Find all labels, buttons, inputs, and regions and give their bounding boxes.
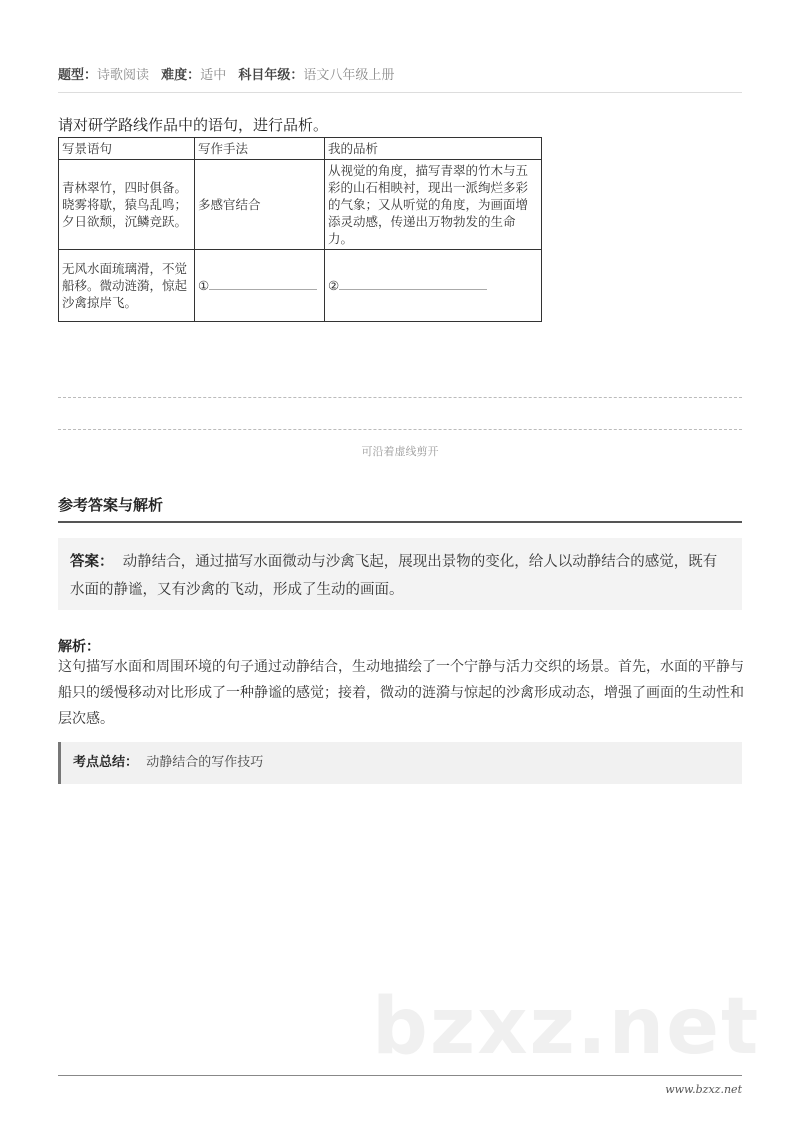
- table-cell-technique-blank[interactable]: [195, 250, 325, 322]
- type-label: 题型：: [58, 68, 98, 83]
- blank-marker: ②: [328, 278, 340, 293]
- answer-blank-line[interactable]: [339, 277, 487, 290]
- difficulty-label: 难度：: [161, 68, 201, 83]
- table-cell-technique: 多感官结合: [195, 160, 325, 250]
- subject-label: 科目年级：: [238, 68, 304, 83]
- section-title: 参考答案与解析: [58, 496, 164, 514]
- cut-dashed-line: [58, 397, 742, 398]
- analysis-label: 解析：: [58, 639, 100, 655]
- table-header: 写景语句: [59, 138, 195, 160]
- table-cell-analysis-blank[interactable]: [325, 250, 542, 322]
- table-row: [59, 250, 542, 322]
- table-cell-sentence: 无风水面琉璃滑，不觉船移。微动涟漪，惊起沙禽掠岸飞。: [59, 250, 195, 322]
- cut-dashed-line: [58, 429, 742, 430]
- blank-marker: ①: [198, 278, 210, 293]
- table-cell-sentence: 青林翠竹，四时俱备。晓雾将歇，猿鸟乱鸣；夕日欲颓，沉鳞竞跃。: [59, 160, 195, 250]
- footer-divider: [58, 1075, 742, 1076]
- difficulty-value: 适中: [200, 68, 227, 83]
- table-row: [59, 160, 542, 250]
- subject-value: 语文八年级上册: [303, 68, 395, 83]
- answer-label: 答案：: [70, 554, 114, 570]
- table-cell-analysis: 从视觉的角度，描写青翠的竹木与五彩的山石相映衬，现出一派绚烂多彩的气象；又从听觉的角度，为画面增添灵动感，传递出万物勃发的生命力。: [325, 160, 542, 250]
- summary-label: 考点总结：: [73, 755, 139, 770]
- summary-box: [58, 742, 742, 784]
- table-header: 写作手法: [195, 138, 325, 160]
- question-table: [58, 137, 542, 322]
- question-prompt: 请对研学路线作品中的语句，进行品析。: [58, 116, 329, 134]
- watermark: bzxz.net: [372, 982, 761, 1072]
- table-header: 我的品析: [325, 138, 542, 160]
- question-meta: [58, 64, 394, 83]
- divider: [58, 92, 742, 93]
- footer-url: www.bzxz.net: [665, 1083, 742, 1096]
- analysis-text: 这句描写水面和周围环境的句子通过动静结合，生动地描绘了一个宁静与活力交织的场景。首先，水面的平静与船只的缓慢移动对比形成了一种静谧的感觉；接着，微动的涟漪与惊起的沙禽形成动态，增强了画面的生动性和层次感。: [58, 659, 744, 727]
- answer-box: [58, 538, 742, 610]
- answer-text: 动静结合，通过描写水面微动与沙禽飞起，展现出景物的变化，给人以动静结合的感觉，既有水面的静谧，又有沙禽的飞动，形成了生动的画面。: [70, 554, 718, 598]
- table-header-row: [59, 138, 542, 160]
- summary-text: 动静结合的写作技巧: [146, 755, 264, 770]
- section-divider: [58, 521, 742, 523]
- cut-line-hint: 可沿着虚线剪开: [361, 445, 439, 458]
- type-value: 诗歌阅读: [97, 68, 150, 83]
- answer-blank-line[interactable]: [209, 277, 317, 290]
